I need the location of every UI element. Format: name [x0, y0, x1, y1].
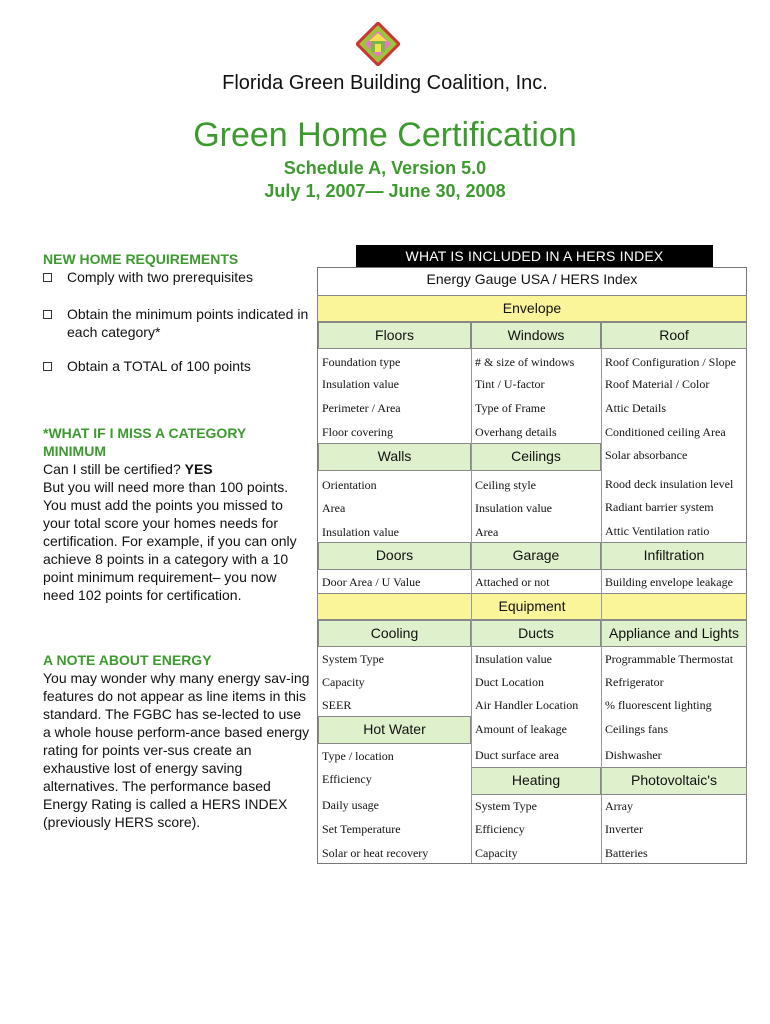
pv-item: Array: [605, 799, 633, 813]
floors-item: Insulation value: [322, 377, 399, 391]
appliance-item: Ceilings fans: [605, 722, 668, 736]
floors-item: Foundation type: [322, 355, 401, 369]
requirement-text: Obtain the minimum points indicated in each category*: [67, 306, 309, 340]
garage-item: Attached or not: [475, 575, 550, 589]
hotwater-header: Hot Water: [318, 716, 471, 744]
requirements-section: [43, 250, 311, 375]
roof-item: Roof Configuration / Slope: [605, 355, 736, 369]
answer-text: YES: [184, 461, 213, 477]
walls-header: Walls: [318, 443, 471, 471]
heating-item: System Type: [475, 799, 537, 813]
floors-item: Perimeter / Area: [322, 401, 401, 415]
appliance-item: % fluorescent lighting: [605, 698, 712, 712]
org-name: Florida Green Building Coalition, Inc.: [222, 72, 548, 94]
requirement-text: Obtain a TOTAL of 100 points: [67, 358, 251, 374]
date-range: July 1, 2007— June 30, 2008: [264, 181, 506, 201]
appliance-header: Appliance and Lights: [601, 620, 747, 647]
walls-item: Orientation: [322, 478, 377, 492]
requirement-item: [43, 357, 311, 375]
windows-item: # & size of windows: [475, 355, 575, 369]
ceilings-item: Area: [475, 525, 499, 539]
equipment-header: Equipment: [317, 593, 747, 620]
checkbox-icon: [43, 362, 52, 371]
miss-question: [43, 460, 311, 478]
house-diamond-logo-icon: [356, 22, 400, 66]
energy-body: You may wonder why many energy sav-ing features do not appear as line items in this standard. The FGBC has se-lected to use a whole house perform-ance based energy rating for points ver-sus create an exhaustive lost of energy saving alternatives. The performance based Energy Rating is called a HERS INDEX (previously HERS score).: [43, 670, 310, 830]
infiltration-header: Infiltration: [601, 542, 747, 570]
hotwater-item: Solar or heat recovery: [322, 846, 429, 860]
ducts-item: Amount of leakage: [475, 722, 567, 736]
requirements-heading: NEW HOME REQUIREMENTS: [43, 251, 239, 267]
doors-item: Door Area / U Value: [322, 575, 421, 589]
appliance-item: Dishwasher: [605, 748, 662, 762]
appliance-item: Refrigerator: [605, 675, 664, 689]
requirement-item: [43, 268, 311, 286]
roof-item: Solar absorbance: [605, 448, 688, 462]
pv-item: Inverter: [605, 822, 643, 836]
floors-header: Floors: [318, 322, 471, 349]
ceilings-item: Ceiling style: [475, 478, 536, 492]
windows-item: Type of Frame: [475, 401, 546, 415]
ducts-item: Duct surface area: [475, 748, 559, 762]
floors-item: Floor covering: [322, 425, 393, 439]
hotwater-item: Efficiency: [322, 772, 372, 786]
requirement-item: [43, 305, 311, 341]
requirement-text: Comply with two prerequisites: [67, 269, 253, 285]
windows-header: Windows: [471, 322, 601, 349]
roof-item: Roof Material / Color: [605, 377, 710, 391]
subtitle: Schedule A, Version 5.0: [283, 158, 487, 178]
heating-item: Efficiency: [475, 822, 525, 836]
appliance-item: Programmable Thermostat: [605, 652, 734, 666]
cooling-item: SEER: [322, 698, 352, 712]
ceilings-item: Insulation value: [475, 501, 552, 515]
column-divider: [471, 349, 472, 863]
question-text: Can I still be certified?: [43, 461, 185, 477]
heating-item: Capacity: [475, 846, 518, 860]
ducts-header: Ducts: [471, 620, 601, 647]
doors-header: Doors: [318, 542, 471, 570]
column-divider: [601, 349, 602, 863]
roof-header: Roof: [601, 322, 747, 349]
hers-table: [317, 267, 747, 864]
roof-item: Radiant barrier system: [605, 500, 714, 514]
walls-item: Area: [322, 501, 346, 515]
energy-note-section: [43, 651, 311, 831]
miss-heading: *WHAT IF I MISS A CATEGORY MINIMUM: [43, 425, 246, 459]
cooling-item: System Type: [322, 652, 384, 666]
pv-header: Photovoltaic's: [601, 767, 747, 795]
pv-item: Batteries: [605, 846, 648, 860]
envelope-header: Envelope: [317, 295, 747, 322]
garage-header: Garage: [471, 542, 601, 570]
hers-header: WHAT IS INCLUDED IN A HERS INDEX: [356, 245, 713, 267]
cooling-header: Cooling: [318, 620, 471, 647]
roof-item: Attic Details: [605, 401, 666, 415]
ducts-item: Air Handler Location: [475, 698, 579, 712]
windows-item: Tint / U-factor: [475, 377, 545, 391]
checkbox-icon: [43, 273, 52, 282]
infiltration-item: Building envelope leakage: [605, 575, 733, 589]
ducts-item: Duct Location: [475, 675, 544, 689]
energy-heading: A NOTE ABOUT ENERGY: [43, 652, 212, 668]
page-title: Green Home Certification: [193, 116, 577, 154]
miss-category-section: [43, 424, 311, 604]
hotwater-item: Daily usage: [322, 798, 379, 812]
roof-item: Conditioned ceiling Area: [605, 425, 726, 439]
heating-header: Heating: [471, 767, 601, 795]
hotwater-item: Set Temperature: [322, 822, 401, 836]
roof-item: Rood deck insulation level: [605, 477, 734, 491]
cooling-item: Capacity: [322, 675, 365, 689]
checkbox-icon: [43, 310, 52, 319]
hotwater-item: Type / location: [322, 749, 394, 763]
ducts-item: Insulation value: [475, 652, 552, 666]
walls-item: Insulation value: [322, 525, 399, 539]
miss-body: But you will need more than 100 points. You must add the points you missed to your total score your homes needs for certification. For example, if you can only achieve 8 points in a category with a 10 point minimum requirement– you now need 102 points for certification.: [43, 479, 297, 603]
gauge-label: Energy Gauge USA / HERS Index: [426, 271, 638, 287]
windows-item: Overhang details: [475, 425, 557, 439]
roof-item: Attic Ventilation ratio: [605, 524, 710, 538]
ceilings-header: Ceilings: [471, 443, 601, 471]
